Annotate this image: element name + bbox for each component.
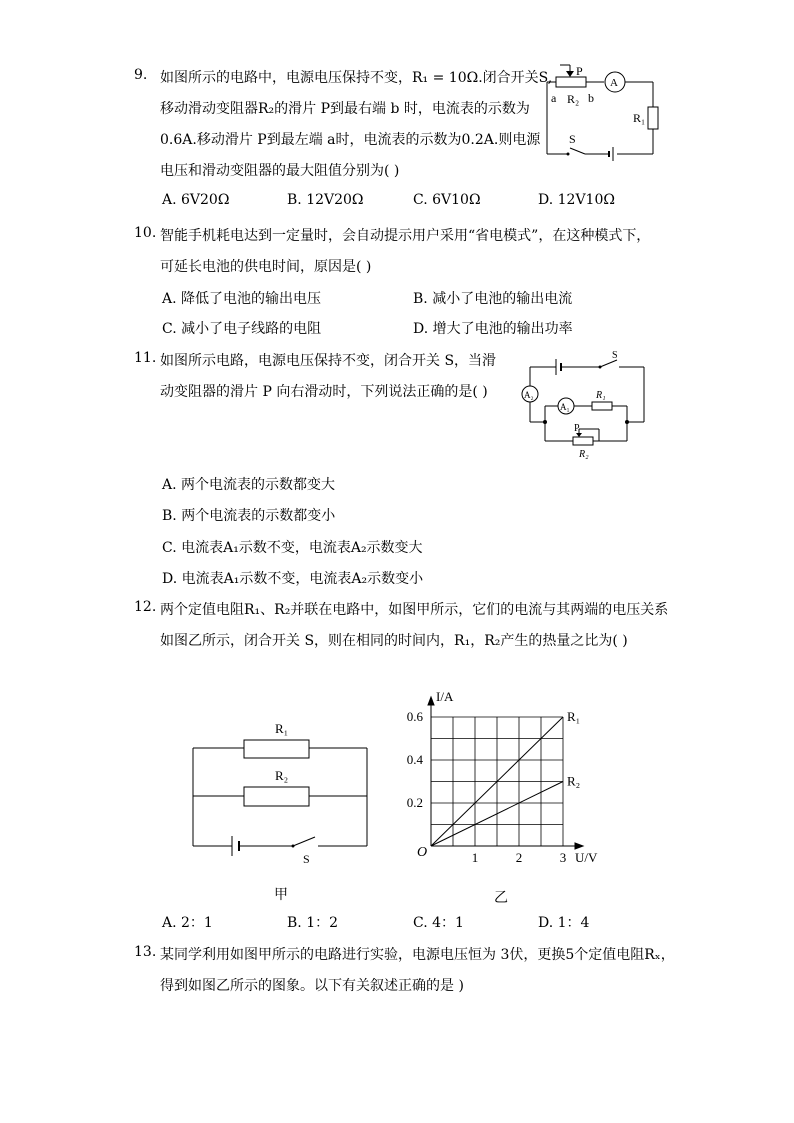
- q11-label-r1: R₁: [596, 390, 606, 401]
- chart-origin-label: O: [417, 845, 428, 860]
- q11-r2-resistor: [573, 437, 593, 445]
- q9-label-r2: R₂: [567, 92, 580, 106]
- chart-series-label-2: R₂: [567, 773, 581, 789]
- chart-x-axis-arrow-icon: [575, 843, 583, 849]
- q12-number: 12.: [134, 599, 157, 615]
- q11-option-a[interactable]: A. 两个电流表的示数都变大: [162, 477, 336, 493]
- q12-caption-yi: 乙: [494, 890, 508, 906]
- q10-option-d[interactable]: D. 增大了电池的输出功率: [413, 321, 573, 337]
- q13-line-1: 某同学利用如图甲所示的电路进行实验，电源电压恒为 3伏，更换5个定值电阻Rₓ，: [160, 947, 675, 963]
- q11-label-s: S: [612, 350, 618, 361]
- q12-caption-jia: 甲: [274, 887, 288, 903]
- chart-y-tick-label: 0.4: [406, 752, 423, 767]
- chart-x-tick-label: 1: [471, 850, 479, 865]
- q12-switch-blade: [293, 837, 315, 846]
- q11-label-a2: A₂: [524, 390, 534, 400]
- q11-switch-blade: [600, 360, 617, 367]
- q12-line-2: 如图乙所示，闭合开关 S，则在相同的时间内，R₁，R₂产生的热量之比为( ): [160, 633, 628, 649]
- chart-y-axis-label: I/A: [436, 689, 454, 704]
- chart-x-axis-label: U/V: [575, 850, 598, 865]
- q11-label-p: P: [574, 423, 580, 434]
- q9-option-b[interactable]: B. 12V20Ω: [287, 192, 364, 208]
- q10-option-c[interactable]: C. 减小了电子线路的电阻: [162, 321, 322, 337]
- q13-number: 13.: [134, 944, 157, 960]
- q13-line-2: 得到如图乙所示的图象。以下有关叙述正确的是 ): [160, 978, 464, 994]
- q12-label-s: S: [303, 852, 310, 866]
- q10-option-a[interactable]: A. 降低了电池的输出电压: [162, 291, 322, 307]
- q10-option-b[interactable]: B. 减小了电池的输出电流: [413, 291, 573, 307]
- q11-number: 11.: [134, 350, 157, 366]
- q12-label-r1: R₁: [275, 721, 289, 736]
- q11-option-d[interactable]: D. 电流表A₁示数不变，电流表A₂示数变小: [162, 571, 424, 587]
- q10-line-2: 可延长电池的供电时间，原因是( ): [160, 259, 372, 275]
- q9-r2-resistor: [556, 77, 586, 87]
- q9-option-d[interactable]: D. 12V10Ω: [538, 192, 615, 208]
- q9-label-s: S: [569, 132, 576, 146]
- q11-label-a1: A₁: [560, 402, 570, 412]
- q11-r1-resistor: [592, 402, 612, 410]
- q11-line-2: 动变阻器的滑片 P 向右滑动时，下列说法正确的是( ): [160, 384, 488, 400]
- q9-label-r1: R₁: [633, 111, 646, 125]
- chart-series-label-1: R₁: [567, 709, 581, 724]
- q9-number: 9.: [134, 67, 148, 83]
- q9-option-a[interactable]: A. 6V20Ω: [162, 192, 230, 208]
- chart-x-tick-label: 2: [515, 850, 523, 865]
- q12-option-d[interactable]: D. 1：4: [538, 915, 590, 931]
- q12-iu-chart: [395, 680, 615, 870]
- q9-line-1: 如图所示的电路中，电源电压保持不变，R₁ = 10Ω.闭合开关S,: [160, 70, 553, 86]
- q12-option-b[interactable]: B. 1：2: [287, 915, 339, 931]
- q11-label-r2: R₂: [579, 449, 589, 460]
- q10-number: 10.: [134, 225, 157, 241]
- q9-label-ammeter: A: [610, 77, 618, 89]
- q12-figure-jia: [185, 715, 380, 865]
- q11-circuit-diagram: [515, 347, 655, 462]
- q12-label-r2: R₂: [275, 768, 289, 783]
- chart-y-tick-label: 0.6: [406, 709, 423, 724]
- q9-line-2: 移动滑动变阻器R₂的滑片 P到最右端 b 时，电流表的示数为: [160, 101, 530, 117]
- q9-line-4: 电压和滑动变阻器的最大阻值分别为( ): [160, 163, 400, 179]
- q12-option-c[interactable]: C. 4：1: [413, 915, 464, 931]
- q9-label-a: a: [551, 91, 557, 105]
- q9-label-b: b: [588, 91, 594, 105]
- q9-option-c[interactable]: C. 6V10Ω: [413, 192, 481, 208]
- q9-slider-arrow-icon: [566, 71, 574, 77]
- q11-option-c[interactable]: C. 电流表A₁示数不变，电流表A₂示数变大: [162, 540, 423, 556]
- q12-line-1: 两个定值电阻R₁、R₂并联在电路中，如图甲所示，它们的电流与其两端的电压关系: [160, 602, 669, 618]
- chart-x-tick-label: 3: [559, 850, 567, 865]
- q11-option-b[interactable]: B. 两个电流表的示数都变小: [162, 508, 336, 524]
- q9-r1-resistor: [648, 107, 658, 129]
- q9-label-p: P: [576, 64, 583, 78]
- q9-switch-blade: [570, 148, 585, 154]
- q12-r2-resistor: [244, 787, 309, 806]
- q12-r1-resistor: [244, 740, 309, 758]
- q9-circuit-diagram: [540, 62, 665, 162]
- chart-y-axis-arrow-icon: [428, 697, 434, 705]
- q11-line-1: 如图所示电路，电源电压保持不变，闭合开关 S，当滑: [160, 353, 497, 369]
- q10-line-1: 智能手机耗电达到一定量时，会自动提示用户采用“省电模式”，在这种模式下，: [160, 228, 651, 244]
- chart-y-tick-label: 0.2: [406, 795, 423, 810]
- q9-line-3: 0.6A.移动滑片 P到最左端 a时，电流表的示数为0.2A.则电源: [160, 132, 541, 148]
- q12-option-a[interactable]: A. 2：1: [162, 915, 213, 931]
